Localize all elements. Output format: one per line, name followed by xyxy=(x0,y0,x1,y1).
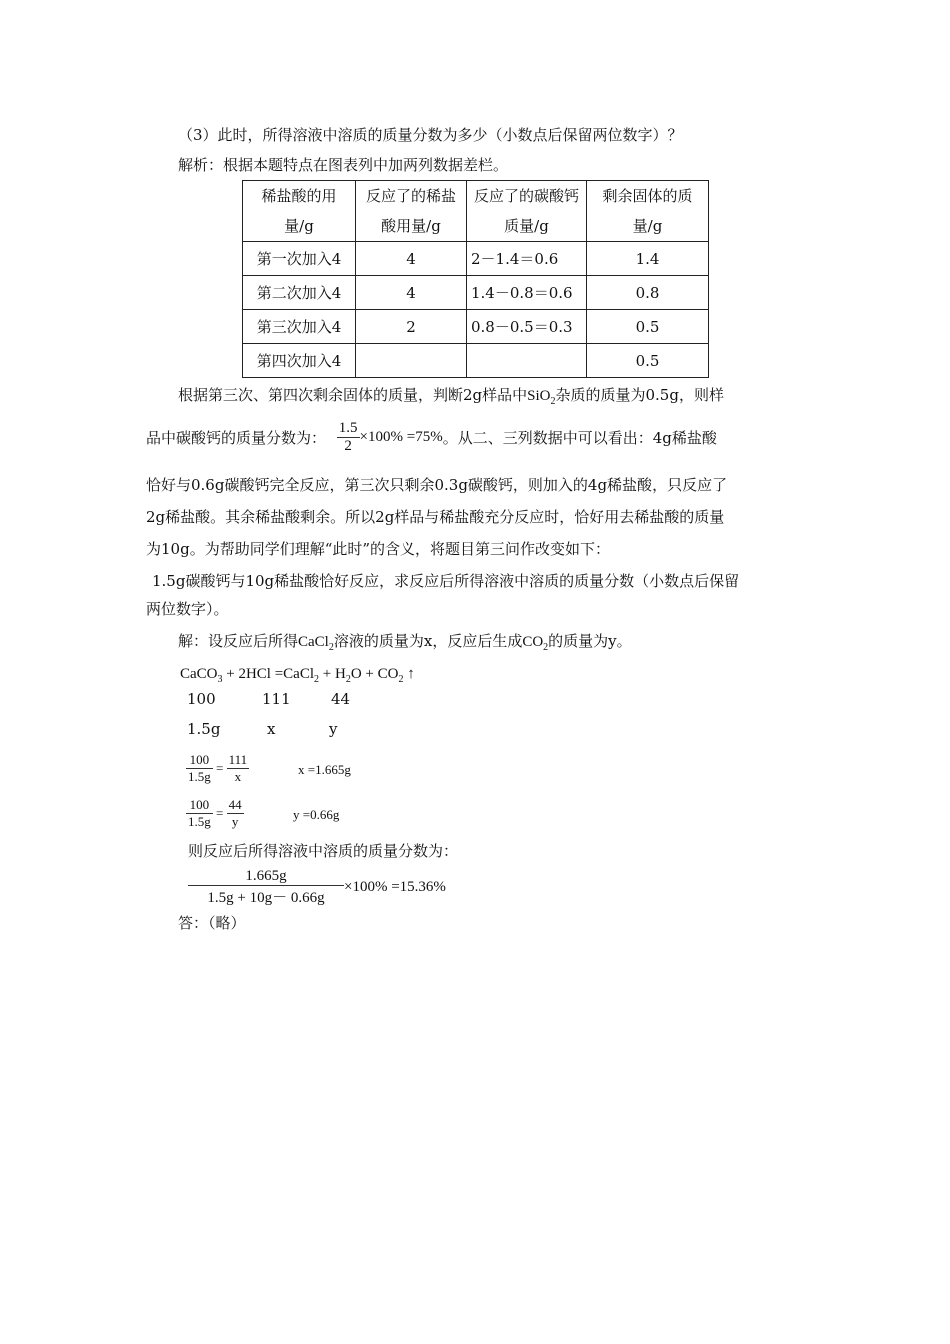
molar-mass-111: 111 xyxy=(262,690,291,708)
molar-mass-44: 44 xyxy=(331,690,351,708)
table-cell: 0.8 xyxy=(587,276,709,310)
answer: 答：（略） xyxy=(178,914,246,932)
table-cell: 4 xyxy=(356,242,467,276)
table-cell: 1.4 xyxy=(587,242,709,276)
para1-line2: 品中碳酸钙的质量分数为： $\frac{1.5}{2}$ ×100% =75%。从二、三列数据中可以看出：4g稀盐酸 xyxy=(146,420,717,454)
given-mass: 1.5g xyxy=(187,720,221,738)
ratio-equation-x: $\frac{100}{1.5g}$ = $\frac{111}{x}$ xyxy=(188,752,248,784)
header-cell: 反应了的碳酸钙质量/g xyxy=(467,181,587,242)
table-cell: 4 xyxy=(356,276,467,310)
unknown-x: x xyxy=(267,720,276,738)
table-cell: 1.4－0.8＝0.6 xyxy=(467,276,587,310)
table-cell: 第二次加入4 xyxy=(243,276,356,310)
para1-line1: 根据第三次、第四次剩余固体的质量，判断2g样品中SiO$_2$杂质的质量为0.5g，则样 xyxy=(178,386,724,407)
result-y: y =0.66g xyxy=(293,807,340,822)
para1-line5: 为10g。为帮助同学们理解“此时”的含义，将题目第三问作改变如下： xyxy=(146,540,611,558)
para2-line1: 1.5g碳酸钙与10g稀盐酸恰好反应，求反应后所得溶液中溶质的质量分数（小数点后保留 xyxy=(152,572,740,590)
chemical-equation: CaCO$_3$ + 2HCl =CaCl$_2$ + $H_2O + CO_2$ ↑ xyxy=(180,666,415,685)
fraction: $\frac{1.5}{2}$ xyxy=(338,420,358,454)
para1-line3: 恰好与0.6g碳酸钙完全反应，第三次只剩余0.3g碳酸钙，则加入的4g稀盐酸，只反应了 xyxy=(146,476,728,494)
solution-intro: 解：设反应后所得CaCl$_2$溶液的质量为x，反应后生成$CO_2$的质量为y。 xyxy=(178,632,632,653)
header-cell: 剩余固体的质量/g xyxy=(587,181,709,242)
para1-line4: 2g稀盐酸。其余稀盐酸剩余。所以2g样品与稀盐酸充分反应时，恰好用去稀盐酸的质量 xyxy=(146,508,725,526)
table-cell xyxy=(356,344,467,378)
table-cell: 第一次加入4 xyxy=(243,242,356,276)
table-cell: 2－1.4＝0.6 xyxy=(467,242,587,276)
table-cell: 0.5 xyxy=(587,344,709,378)
table-cell: 0.5 xyxy=(587,310,709,344)
sio2-formula: SiO$_2$ xyxy=(527,388,556,407)
analysis-intro: 解析：根据本题特点在图表列中加两列数据差栏。 xyxy=(178,156,509,174)
final-calculation: $\frac{1.665g}{1.5g + 10g- 0.66g}$ ×100% =15.36% xyxy=(188,868,446,907)
table-cell: 0.8－0.5＝0.3 xyxy=(467,310,587,344)
table-cell xyxy=(467,344,587,378)
para2-line2: 两位数字）。 xyxy=(146,600,229,618)
ratio-equation-y: $\frac{100}{1.5g}$ = $\frac{44}{y}$ xyxy=(188,797,242,829)
question-3: （3）此时，所得溶液中溶质的质量分数为多少（小数点后保留两位数字）？ xyxy=(178,126,683,144)
table-cell: 第四次加入4 xyxy=(243,344,356,378)
data-table xyxy=(242,180,709,378)
table-cell: 第三次加入4 xyxy=(243,310,356,344)
molar-mass-100: 100 xyxy=(187,690,216,708)
then-statement: 则反应后所得溶液中溶质的质量分数为： xyxy=(188,842,459,860)
result-x: x =1.665g xyxy=(298,762,351,777)
header-cell: 稀盐酸的用量/g xyxy=(243,181,356,242)
unknown-y: y xyxy=(329,720,338,738)
table-cell: 2 xyxy=(356,310,467,344)
header-cell: 反应了的稀盐酸用量/g xyxy=(356,181,467,242)
